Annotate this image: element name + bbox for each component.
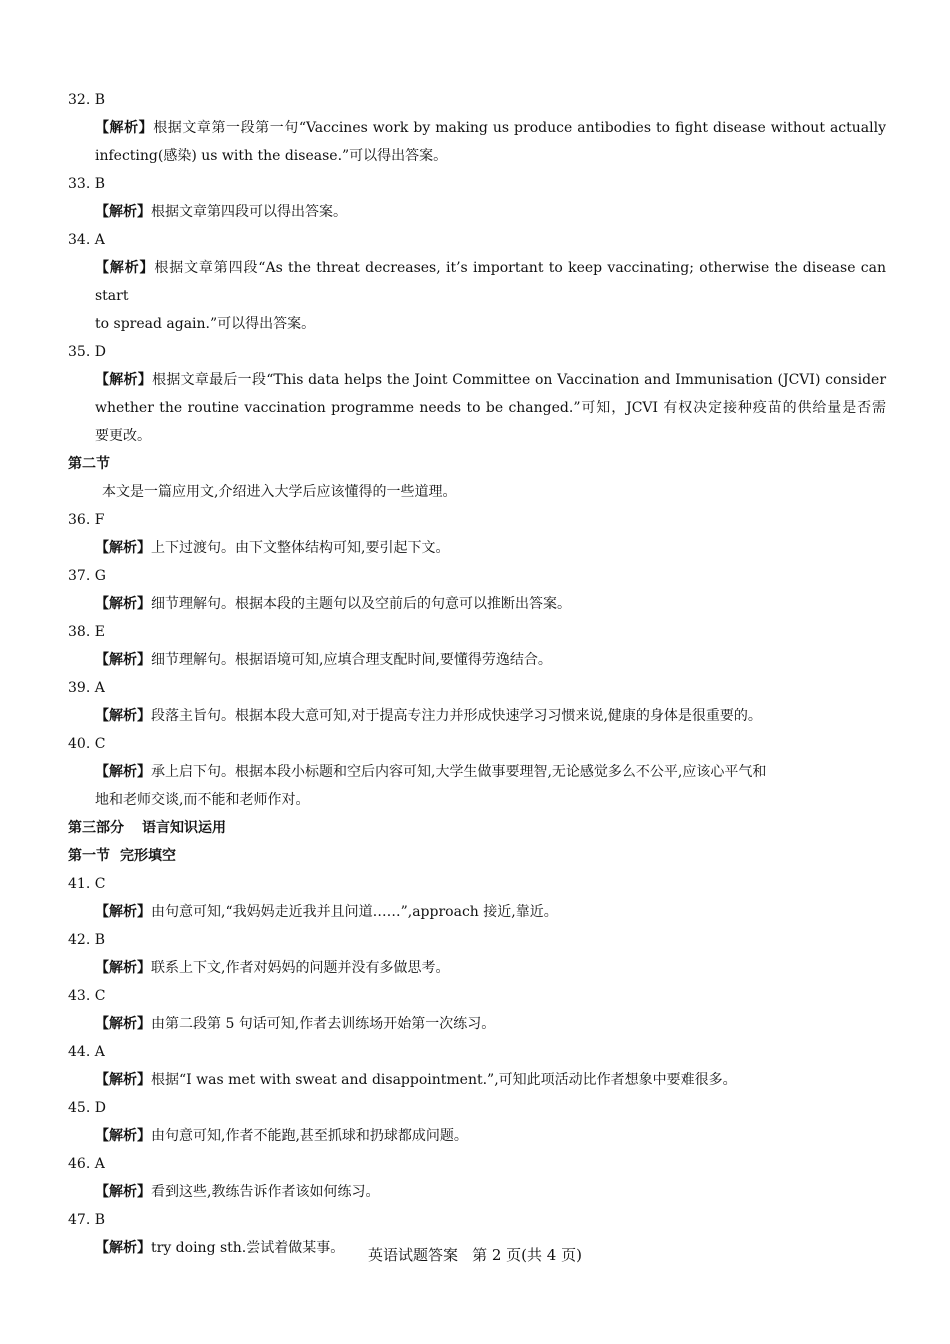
analysis-tag: 【解析】 (95, 904, 151, 920)
answer-number: 33. B (68, 176, 106, 192)
analysis-tag: 【解析】 (95, 764, 151, 780)
answer-number: 39. A (68, 680, 105, 696)
analysis-tag: 【解析】 (95, 1128, 151, 1144)
analysis-line: 地和老师交谈,而不能和老师作对。 (95, 792, 310, 808)
analysis-line: 【解析】由第二段第 5 句话可知,作者去训练场开始第一次练习。 (95, 1016, 496, 1032)
analysis-line: 【解析】根据文章最后一段“This data helps the Joint Committee on Vaccination and Immunisation (JCVI) consider (95, 372, 887, 388)
analysis-line: 【解析】根据“I was met with sweat and disappointment.”,可知此项活动比作者想象中要难很多。 (95, 1072, 737, 1088)
analysis-tag: 【解析】 (95, 596, 151, 612)
answer-number: 47. B (68, 1212, 106, 1228)
analysis-tag: 【解析】 (95, 204, 151, 220)
analysis-line: 【解析】细节理解句。根据语境可知,应填合理支配时间,要懂得劳逸结合。 (95, 652, 552, 668)
analysis-line: 【解析】由句意可知,“我妈妈走近我并且问道……”,approach 接近,靠近。 (95, 904, 558, 920)
analysis-line: 【解析】承上启下句。根据本段小标题和空后内容可知,大学生做事要理智,无论感觉多么不公平,应该心平气和 (95, 764, 767, 780)
analysis-line: 【解析】看到这些,教练告诉作者该如何练习。 (95, 1184, 380, 1200)
analysis-line: 【解析】上下过渡句。由下文整体结构可知,要引起下文。 (95, 540, 450, 556)
page-footer: 英语试题答案 第 2 页(共 4 页) (368, 1246, 582, 1264)
analysis-line: to spread again.”可以得出答案。 (95, 316, 316, 332)
answer-number: 45. D (68, 1100, 106, 1116)
analysis-tag: 【解析】 (95, 540, 151, 556)
section-heading: 第二节 (68, 456, 110, 472)
answer-number: 41. C (68, 876, 106, 892)
answer-number: 43. C (68, 988, 106, 1004)
answer-number: 46. A (68, 1156, 105, 1172)
analysis-tag: 【解析】 (95, 960, 151, 976)
analysis-line: whether the routine vaccination programme needs to be changed.”可知，JCVI 有权决定接种疫苗的供给量是否需 (95, 400, 886, 416)
answer-number: 34. A (68, 232, 105, 248)
analysis-line: 要更改。 (95, 428, 151, 444)
answer-number: 32. B (68, 92, 106, 108)
answer-number: 36. F (68, 512, 105, 528)
answer-number: 38. E (68, 624, 105, 640)
analysis-tag: 【解析】 (95, 260, 155, 276)
answer-number: 44. A (68, 1044, 105, 1060)
analysis-tag: 【解析】 (95, 1016, 151, 1032)
answer-number: 37. G (68, 568, 106, 584)
analysis-line: 【解析】联系上下文,作者对妈妈的问题并没有多做思考。 (95, 960, 450, 976)
analysis-line: 【解析】try doing sth.尝试着做某事。 (95, 1240, 345, 1256)
section-heading: 第一节 完形填空 (68, 848, 176, 864)
analysis-tag: 【解析】 (95, 1184, 151, 1200)
analysis-tag: 【解析】 (95, 1072, 151, 1088)
analysis-tag: 【解析】 (95, 652, 151, 668)
answer-number: 42. B (68, 932, 106, 948)
analysis-tag: 【解析】 (95, 1240, 151, 1256)
analysis-tag: 【解析】 (95, 120, 154, 136)
analysis-line: 【解析】段落主旨句。根据本段大意可知,对于提高专注力并形成快速学习习惯来说,健康的身体是很重要的。 (95, 708, 762, 724)
analysis-tag: 【解析】 (95, 372, 153, 388)
analysis-line: 【解析】根据文章第四段可以得出答案。 (95, 204, 347, 220)
answer-content (68, 86, 886, 1262)
section-intro: 本文是一篇应用文,介绍进入大学后应该懂得的一些道理。 (102, 484, 457, 500)
analysis-line: 【解析】根据文章第四段“As the threat decreases, it’s important to keep vaccinating; otherwise the disease can start (95, 260, 886, 304)
analysis-line: infecting(感染) us with the disease.”可以得出答案。 (95, 148, 448, 164)
analysis-tag: 【解析】 (95, 708, 151, 724)
analysis-line: 【解析】细节理解句。根据本段的主题句以及空前后的句意可以推断出答案。 (95, 596, 571, 612)
analysis-line: 【解析】根据文章第一段第一句“Vaccines work by making us produce antibodies to fight disease without actually (95, 120, 886, 136)
analysis-line: 【解析】由句意可知,作者不能跑,甚至抓球和扔球都成问题。 (95, 1128, 468, 1144)
answer-number: 40. C (68, 736, 106, 752)
part-heading: 第三部分 语言知识运用 (68, 820, 226, 836)
answer-number: 35. D (68, 344, 106, 360)
